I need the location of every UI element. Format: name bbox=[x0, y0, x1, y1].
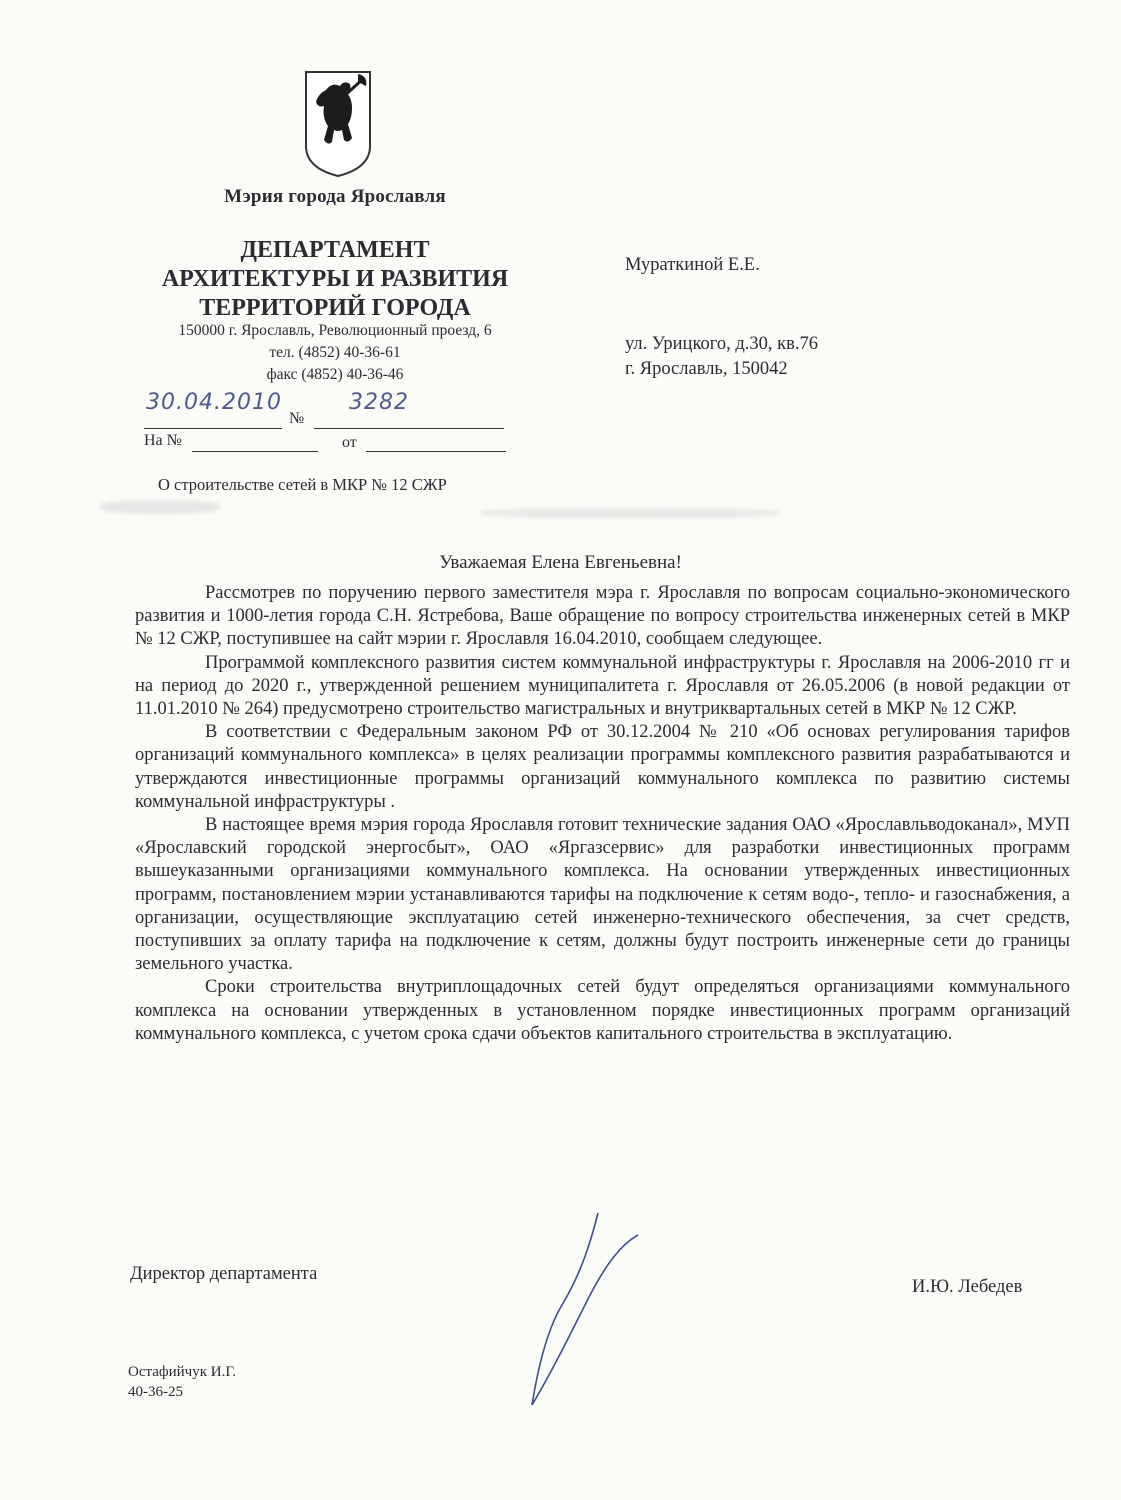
signer-position: Директор департамента bbox=[130, 1264, 318, 1284]
department-phone: тел. (4852) 40-36-61 bbox=[269, 344, 401, 361]
handwritten-date: 30.04.2010 bbox=[146, 390, 282, 415]
department-line: АРХИТЕКТУРЫ И РАЗВИТИЯ bbox=[161, 266, 509, 292]
handwritten-signature bbox=[510, 1205, 650, 1425]
date-line bbox=[144, 428, 282, 429]
department-fax: факс (4852) 40-36-46 bbox=[266, 366, 404, 383]
executor-block bbox=[128, 1362, 236, 1402]
signer-name: И.Ю. Лебедев bbox=[912, 1277, 1023, 1297]
body-paragraph: В настоящее время мэрия города Ярославля готовит технические задания ОАО «Ярославльводоканал», МУП «Ярославский городской энергосбыт», ОАО «Яргазсервис» для разработки инвестиционных программ вышеуказанными организациями коммунального комплекса. На основании утвержденных инвестиционных программ, постановлением мэрии устанавливаются тарифы на подключение к сетям водо-, тепло- и газоснабжения, а организации, осуществляющие эксплуатацию сетей инженерно-технического обеспечения, за счет средств, поступивших за оплату тарифа на подключение к сетям, должны будут построить инженерные сети до границы земельного участка. bbox=[135, 815, 1070, 975]
body-paragraph: Сроки строительства внутриплощадочных сетей будут определяться организациями коммунального комплекса на основании утвержденных в установленном порядке инвестиционных программ организаций коммунального комплекса, с учетом срока сдачи объектов капитального строительства в эксплуатацию. bbox=[135, 977, 1070, 1044]
body-paragraph: Рассмотрев по поручению первого заместителя мэра г. Ярославля по вопросам социально-экономического развития и 1000-летия города С.Н. Ястребова, Ваше обращение по вопросу строительства инженерных сетей в МКР № 12 СЖР, поступившее на сайт мэрии г. Ярославля 16.04.2010, сообщаем следующее. bbox=[135, 583, 1070, 650]
department-contacts bbox=[140, 320, 530, 386]
body-paragraph: Программой комплексного развития систем коммунальной инфраструктуры г. Ярославля на 2006-2010 гг и на период до 2020 г., утвержденной решением муниципалитета г. Ярославля от 26.05.2006 (в новой редакции от 11.01.2010 № 264) предусмотрено строительство магистральных и внутриквартальных сетей в МКР № 12 СЖР. bbox=[135, 652, 1070, 720]
recipient-name: Мураткиной Е.Е. bbox=[625, 255, 760, 275]
number-label: № bbox=[289, 410, 305, 427]
recipient-address bbox=[625, 332, 818, 382]
yaroslavl-bear-coat-of-arms-icon bbox=[302, 68, 374, 178]
handwritten-number: 3282 bbox=[349, 390, 409, 415]
scan-stain bbox=[480, 508, 780, 518]
reply-to-label: На № bbox=[144, 432, 182, 449]
mayoralty-name: Мэрия города Ярославля bbox=[224, 186, 446, 207]
department-line: ДЕПАРТАМЕНТ bbox=[240, 237, 430, 263]
greeting: Уважаемая Елена Евгеньевна! bbox=[439, 552, 682, 573]
department-line: ТЕРРИТОРИЙ ГОРОДА bbox=[199, 295, 471, 321]
scan-stain bbox=[100, 500, 220, 514]
executor-phone: 40-36-25 bbox=[128, 1384, 183, 1400]
number-line bbox=[314, 428, 504, 429]
executor-name: Остафийчук И.Г. bbox=[128, 1364, 237, 1380]
letter-body bbox=[135, 582, 1070, 1046]
letter-subject: О строительстве сетей в МКР № 12 СЖР bbox=[158, 475, 447, 494]
recipient-street: ул. Урицкого, д.30, кв.76 bbox=[625, 334, 819, 354]
from-label: от bbox=[342, 434, 357, 451]
department-address: 150000 г. Ярославль, Революционный проезд, 6 bbox=[178, 322, 492, 339]
department-name bbox=[145, 236, 525, 323]
registration-block bbox=[144, 390, 524, 454]
recipient-city: г. Ярославль, 150042 bbox=[625, 359, 788, 379]
reply-number-line bbox=[192, 451, 318, 452]
body-paragraph: В соответствии с Федеральным законом РФ от 30.12.2004 № 210 «Об основах регулирования тарифов организаций коммунального комплекса» в целях реализации программы комплексного развития разрабатываются и утверждаются инвестиционные программы организаций коммунального комплекса по развитию системы коммунальной инфраструктуры . bbox=[135, 722, 1070, 812]
reply-date-line bbox=[366, 451, 506, 452]
